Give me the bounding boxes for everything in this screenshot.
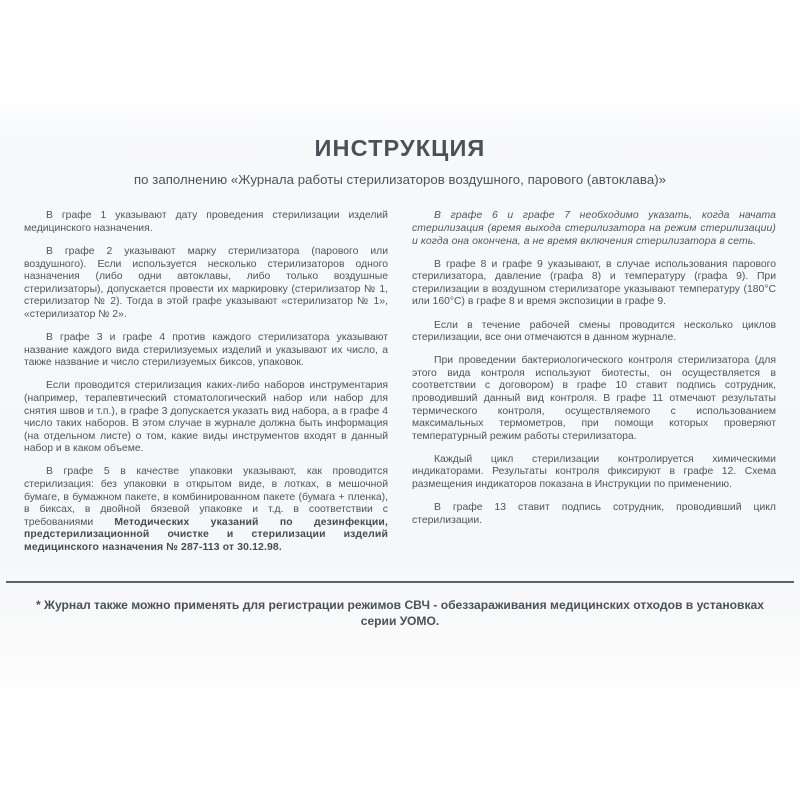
document-sheet — [0, 96, 800, 706]
paragraph-graph-3-4: В графе 3 и графе 4 против каждого стерилизатора указывают название каждого вида стерилизуемых изделий и указывают их число, а также название и число стерилизуемых биксов, упаковок. — [24, 332, 388, 369]
page-title: ИНСТРУКЦИЯ — [314, 135, 486, 161]
page-subtitle: по заполнению «Журнала работы стерилизаторов воздушного, парового (автоклава)» — [133, 171, 667, 187]
paragraph-graph-6-7: В графе 6 и графе 7 необходимо указать, когда начата стерилизация (время выхода стерилизатора на режим стерилизации) и когда она окончена, а не время включения стерилизатора в сеть. — [412, 210, 776, 247]
paragraph-instrument-sets: Если проводится стерилизация каких-либо наборов инструментария (например, терапевтический стоматологический набор или набор для снятия швов и т.п.), в графе 3 допускается указать вид набора, а в графе 4 число таких наборов. В этом случае в журнале должна быть информация (на отдельном листе) о том, какие виды инструментов входят в данный набор и в каком объеме. — [24, 380, 388, 455]
paragraph-multiple-cycles: Если в течение рабочей смены проводится несколько циклов стерилизации, все они отмечаются в данном журнале. — [412, 319, 776, 344]
paragraph-graph-5 — [24, 466, 388, 554]
paragraph-graph-12: Каждый цикл стерилизации контролируется химическими индикаторами. Результаты контроля фиксируют в графе 12. Схема размещения индикаторов показана в Инструкции по применению. — [412, 453, 776, 491]
body-columns — [0, 188, 800, 554]
left-column — [24, 210, 388, 554]
paragraph-graph-5-text: В графе 5 в качестве упаковки указывают, как проводится стерилизация: без упаковки в открытом виде, в лотках, в мешочной бумаге, в бумажном пакете, в комбинированном пакете (бумага + пленка), в биксах, в двойной бязевой упаковке и т.д. в соответствии с требованиями — [24, 466, 388, 528]
document-header — [0, 96, 800, 188]
paragraph-graph-1: В графе 1 указывают дату проведения стерилизации изделий медицинского назначения. — [24, 210, 388, 234]
paragraph-graph-10-11: При проведении бактериологического контроля стерилизатора (для этого вида контроля используют биотесты, он осуществляется в соответствии с договором) в графе 10 ставит подпись сотрудник, проводивший данный вид контроля. В графе 11 отмечают результаты термического контроля, осуществляемого с использованием максимальных термометров, при помощи которых проверяют температурный режим работы стерилизатора. — [412, 355, 776, 442]
paragraph-graph-8-9: В графе 8 и графе 9 указывают, в случае использования парового стерилизатора, давление (графа 8) и температуру (графа 9). При стерилизации в воздушном стерилизаторе указывают температуру (180°С или 160°С) в графе 8 и время экспозиции в графе 9. — [412, 258, 776, 308]
paragraph-graph-13: В графе 13 ставит подпись сотрудник, проводивший цикл стерилизации. — [412, 502, 776, 526]
footnote-text: * Журнал также можно применять для регистрации режимов СВЧ - обеззараживания медицинских отходов в установках серии УОМО. — [35, 597, 764, 629]
right-column — [412, 210, 776, 554]
paragraph-graph-2: В графе 2 указывают марку стерилизатора (парового или воздушного). Если используется несколько стерилизаторов одного назначения (либо одни автоклавы, либо только воздушные стерилизаторы), допускается провести их маркировку (стерилизатор № 1, стерилизатор № 2). Тогда в этой графе указывают «стерилизатор № 1», «стерилизатор № 2». — [24, 246, 388, 320]
methodical-guidelines-reference: Методических указаний по дезинфекции, предстерилизационной очистке и стерилизации изделий медицинского назначения № 287-113 от 30.12.98. — [24, 516, 388, 553]
